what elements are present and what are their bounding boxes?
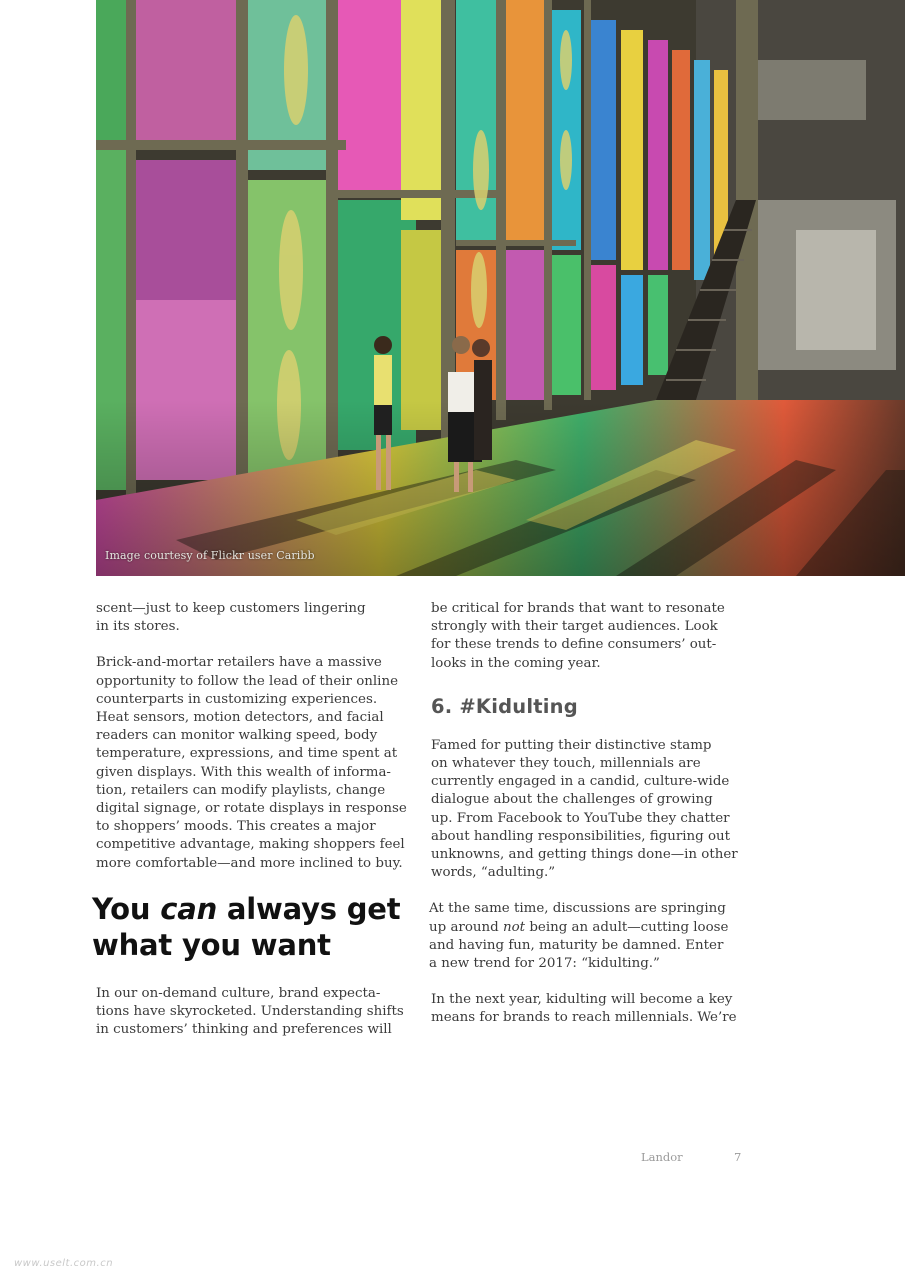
left-column (92, 600, 408, 1057)
stained-glass-atrium-illustration (96, 0, 905, 576)
footer-brand: Landor (641, 1150, 683, 1164)
pull-heading-emphasis: can (160, 891, 218, 926)
watermark: www.uselt.com.cn (14, 1258, 114, 1269)
section-heading-kidulting: 6. #Kidulting (431, 694, 578, 718)
pull-heading (92, 891, 408, 963)
right-paragraph-4: In the next year, kidulting will become a key means for brands to reach millennials. We’re (431, 992, 737, 1026)
page-number: 7 (734, 1150, 742, 1164)
right-paragraph-1: be critical for brands that want to resonate strongly with their target audiences. Look for these trends to define consumers’ out- looks in the coming year. (431, 601, 725, 671)
pull-heading-post: always get what you want (92, 891, 401, 962)
left-paragraph-2: Brick-and-mortar retailers have a massive opportunity to follow the lead of their online counterparts in customizing experiences. Heat sensors, motion detectors, and facial readers can monitor walking speed, body temperature, expressions, and time spent at given displays. With this wealth of informa- tion, retailers can modify playlists, change digital signage, or rotate displays in response to shoppers’ moods. This creates a major competitive advantage, making shoppers feel more comfortable—and more inclined to buy. (96, 655, 407, 871)
right-paragraph-3-pre: At the same time, discussions are springing up around (429, 901, 726, 935)
right-paragraph-3 (429, 900, 741, 973)
pull-heading-pre: You (92, 891, 161, 926)
right-paragraph-3-post: being an adult—cutting loose and having fun, maturity be damned. Enter a new trend for 2017: “kidulting.” (429, 919, 729, 972)
right-paragraph-3-emphasis: not (502, 919, 526, 935)
photo-caption: Image courtesy of Flickr user Caribb (105, 549, 315, 562)
right-paragraph-2: Famed for putting their distinctive stamp on whatever they touch, millennials are currently engaged in a candid, culture-wide dialogue about the challenges of growing up. From Facebook to YouTube they chatter about handling responsibilities, figuring out unknowns, and getting things done—in other words, “adulting.” (431, 737, 738, 881)
right-column (431, 600, 741, 1046)
left-paragraph-3: In our on-demand culture, brand expecta- tions have skyrocketed. Understanding shifts in customers’ thinking and preferences will (96, 985, 404, 1038)
hero-photo (96, 0, 905, 576)
left-paragraph-1: scent—just to keep customers lingering in its stores. (96, 601, 366, 635)
